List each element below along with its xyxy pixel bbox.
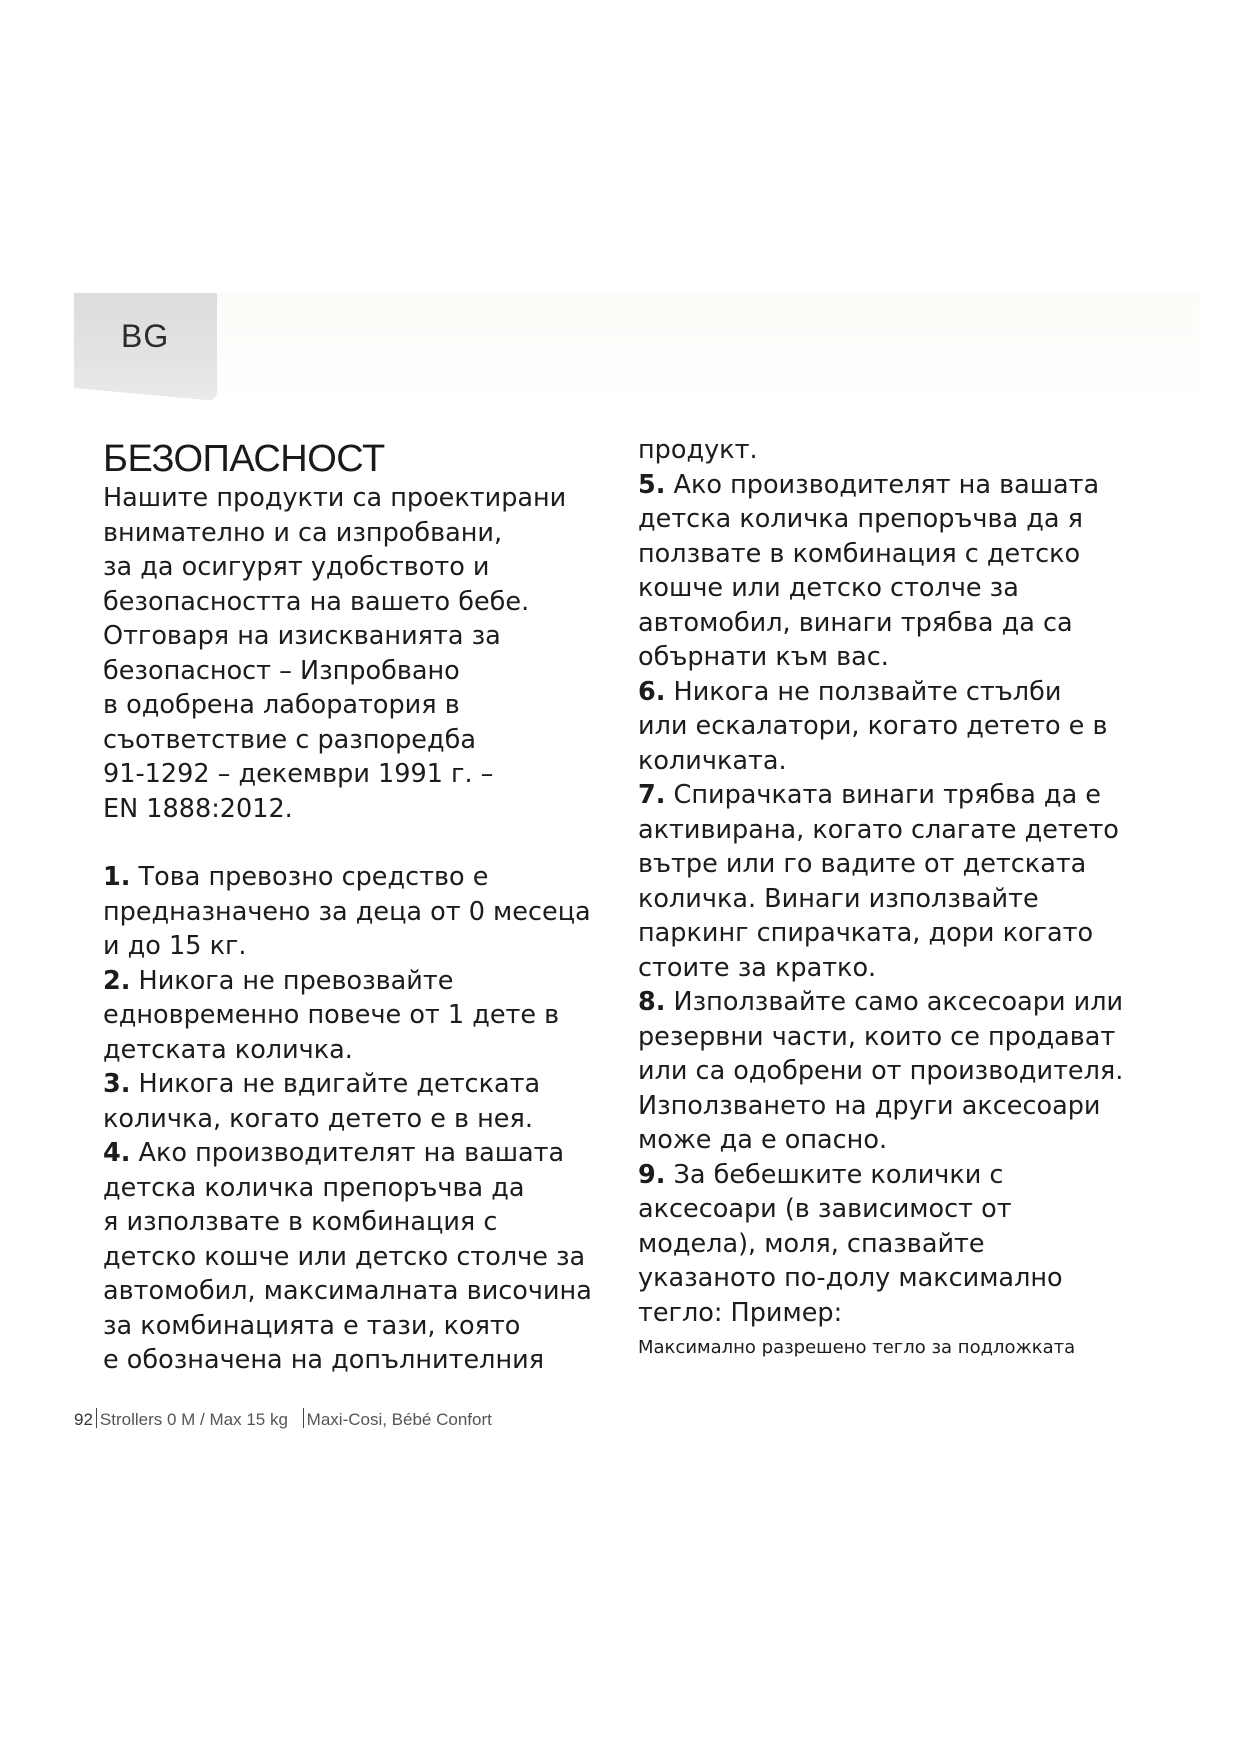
safety-item-7	[638, 778, 1138, 985]
intro-line: 91-1292 – декември 1991 г. –	[103, 759, 494, 789]
safety-item-3	[103, 1067, 603, 1136]
safety-item-4	[103, 1136, 603, 1378]
item-text: Ако производителят на вашата	[673, 469, 1100, 500]
item-text: детската количка.	[103, 1034, 353, 1065]
footer-brand: Maxi-Cosi, Bébé Confort	[306, 1410, 492, 1429]
item-text: активирана, когато слагате детето	[638, 814, 1119, 845]
safety-item-8	[638, 985, 1138, 1158]
weight-note: Максимално разрешено тегло за подложката	[638, 1337, 1076, 1358]
footer-divider	[96, 1408, 97, 1428]
intro-line: Нашите продукти са проектирани	[103, 483, 567, 513]
intro-paragraph	[103, 481, 603, 826]
item-text: може да е опасно.	[638, 1125, 888, 1155]
item-number: 1.	[103, 862, 131, 892]
item-text: кошче или детско столче за	[638, 573, 1019, 603]
item-text: автомобил, винаги трябва да са	[638, 607, 1073, 638]
item-text: ползвате в комбинация с детско	[638, 538, 1081, 569]
item-text: детска количка препоръчва да	[103, 1172, 525, 1203]
safety-item-6	[638, 675, 1138, 779]
intro-line: съответствие с разпоредба	[103, 724, 476, 755]
safety-item-5	[638, 468, 1138, 675]
item-text: и до 15 кг.	[103, 931, 247, 961]
safety-item-2	[103, 964, 603, 1068]
item-text: я използвате в комбинация с	[103, 1207, 498, 1237]
item-text: едновременно повече от 1 дете в	[103, 1000, 560, 1030]
footer-divider	[303, 1408, 304, 1428]
item-text: За бебешките колички с	[673, 1159, 1004, 1190]
item-text: за комбинацията е тази, която	[103, 1310, 521, 1341]
item-number: 8.	[638, 987, 666, 1017]
header-band	[217, 293, 1199, 401]
language-label: BG	[121, 318, 170, 354]
item-text: аксесоари (в зависимост от	[638, 1194, 1012, 1224]
item-text: Никога не ползвайте стълби	[673, 676, 1062, 707]
item-text: тегло: Пример:	[638, 1297, 843, 1328]
intro-line: EN 1888:2012.	[103, 793, 293, 824]
item-number: 7.	[638, 780, 666, 810]
item-text: автомобил, максималната височина	[103, 1276, 592, 1306]
item-text: паркинг спирачката, дори когато	[638, 918, 1094, 948]
item-text: е обозначена на допълнителния	[103, 1345, 545, 1375]
item-text: Използването на други аксесоари	[638, 1090, 1101, 1121]
item-text: Това превозно средство е	[138, 862, 489, 892]
item-text: модела), моля, спазвайте	[638, 1228, 985, 1259]
item-text: или са одобрени от производителя.	[638, 1056, 1124, 1086]
continuation-text: продукт.	[638, 435, 758, 465]
intro-line: в одобрена лаборатория в	[103, 690, 460, 720]
item-text: резервни части, които се продават	[638, 1021, 1116, 1052]
item-text: указаното по-долу максимално	[638, 1263, 1063, 1293]
intro-line: внимателно и са изпробвани,	[103, 517, 503, 548]
item-number: 4.	[103, 1138, 131, 1168]
intro-line: Отговаря на изискванията за	[103, 621, 501, 651]
left-column	[103, 437, 603, 1378]
safety-item-9	[638, 1158, 1138, 1331]
item-text: Никога не вдигайте детската	[138, 1069, 541, 1099]
intro-line: безопасност – Изпробвано	[103, 655, 460, 686]
item-number: 5.	[638, 469, 666, 500]
section-heading: БЕЗОПАСНОСТ	[103, 438, 385, 480]
item-number: 3.	[103, 1069, 131, 1099]
item-text: Използвайте само аксесоари или	[673, 987, 1124, 1017]
item-number: 9.	[638, 1159, 666, 1190]
item-text: детско кошче или детско столче за	[103, 1241, 586, 1272]
item-text: предназначено за деца от 0 месеца	[103, 896, 591, 927]
item-text: Никога не превозвайте	[138, 965, 454, 996]
safety-item-1	[103, 860, 603, 964]
item-text: Ако производителят на вашата	[138, 1138, 565, 1168]
item-text: обърнати към вас.	[638, 642, 889, 672]
item-text: количка, когато детето е в нея.	[103, 1103, 533, 1134]
item-text: или ескалатори, когато детето е в	[638, 711, 1108, 741]
item-text: детска количка препоръчва да я	[638, 504, 1083, 534]
item-number: 2.	[103, 965, 131, 996]
intro-line: за да осигурят удобството и	[103, 552, 490, 582]
page-number: 92	[74, 1410, 93, 1429]
item-text: стоите за кратко.	[638, 952, 877, 983]
footer-product: Strollers 0 M / Max 15 kg	[99, 1410, 288, 1429]
item-text: вътре или го вадите от детската	[638, 849, 1087, 879]
right-column	[638, 437, 1138, 1362]
item-number: 6.	[638, 676, 666, 707]
item-text: Спирачката винаги трябва да е	[673, 780, 1101, 810]
intro-line: безопасността на вашето бебе.	[103, 586, 530, 617]
page-footer	[74, 1408, 492, 1430]
item-text: количка. Винаги използвайте	[638, 883, 1039, 914]
item-text: количката.	[638, 745, 787, 776]
